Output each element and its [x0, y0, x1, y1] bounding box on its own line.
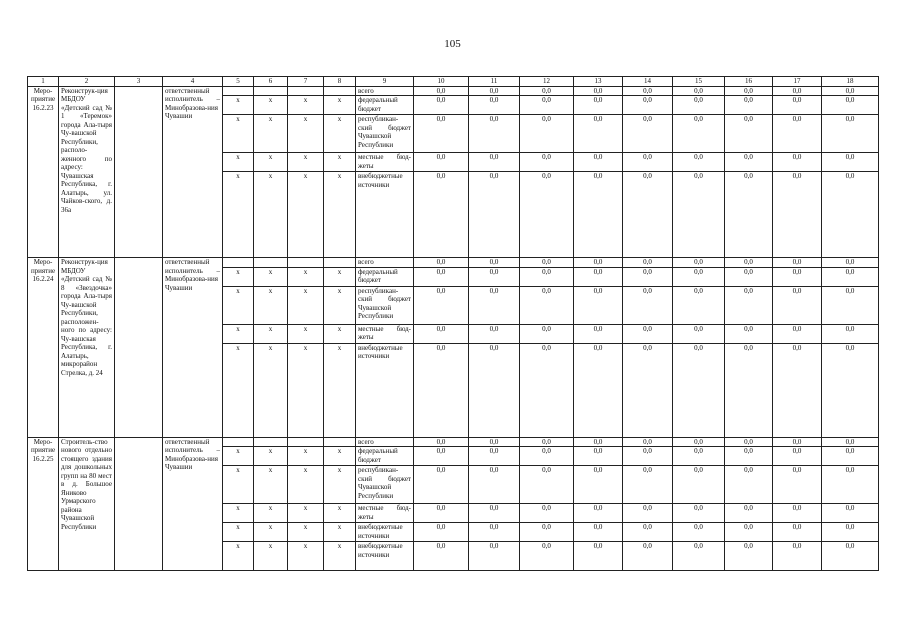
value-cell: 0,0: [673, 286, 725, 324]
value-cell: 0,0: [414, 542, 469, 571]
value-cell: 0,0: [469, 447, 520, 466]
value-cell: 0,0: [773, 324, 822, 343]
value-cell: 0,0: [520, 447, 574, 466]
column-header-5: 5: [223, 77, 254, 87]
value-cell: 0,0: [725, 504, 773, 523]
value-cell: 0,0: [673, 267, 725, 286]
value-cell: 0,0: [773, 504, 822, 523]
value-cell: 0,0: [623, 504, 673, 523]
code-cell: [288, 258, 324, 268]
code-cell: x: [324, 466, 356, 504]
value-cell: 0,0: [773, 153, 822, 172]
value-cell: 0,0: [414, 267, 469, 286]
value-cell: 0,0: [773, 286, 822, 324]
value-cell: 0,0: [773, 542, 822, 571]
funding-source-cell: внебюджетные источники: [356, 343, 414, 437]
column-header-4: 4: [163, 77, 223, 87]
code-cell: x: [288, 96, 324, 115]
code-cell: x: [254, 153, 288, 172]
value-cell: 0,0: [520, 523, 574, 542]
code-cell: [254, 86, 288, 96]
value-cell: 0,0: [520, 115, 574, 153]
value-cell: 0,0: [469, 258, 520, 268]
table-row: [28, 258, 879, 268]
code-cell: x: [254, 324, 288, 343]
value-cell: 0,0: [414, 86, 469, 96]
value-cell: 0,0: [822, 437, 879, 447]
value-cell: 0,0: [574, 324, 623, 343]
value-cell: 0,0: [469, 504, 520, 523]
funding-source-cell: внебюджетные источники: [356, 542, 414, 571]
code-cell: x: [288, 542, 324, 571]
code-cell: x: [223, 96, 254, 115]
code-cell: x: [324, 96, 356, 115]
value-cell: 0,0: [822, 504, 879, 523]
value-cell: 0,0: [574, 86, 623, 96]
code-cell: x: [223, 523, 254, 542]
value-cell: 0,0: [773, 96, 822, 115]
column-header-14: 14: [623, 77, 673, 87]
value-cell: 0,0: [414, 437, 469, 447]
code-cell: x: [254, 96, 288, 115]
code-cell: x: [223, 343, 254, 437]
value-cell: 0,0: [623, 343, 673, 437]
value-cell: 0,0: [725, 437, 773, 447]
program-table: [27, 76, 879, 571]
empty-cell: [115, 258, 163, 438]
code-cell: x: [288, 172, 324, 258]
value-cell: 0,0: [673, 153, 725, 172]
code-cell: [288, 437, 324, 447]
value-cell: 0,0: [623, 447, 673, 466]
table-row: [28, 86, 879, 96]
value-cell: 0,0: [469, 115, 520, 153]
value-cell: 0,0: [673, 437, 725, 447]
value-cell: 0,0: [574, 115, 623, 153]
value-cell: 0,0: [725, 86, 773, 96]
value-cell: 0,0: [520, 153, 574, 172]
code-cell: x: [324, 153, 356, 172]
code-cell: x: [254, 343, 288, 437]
value-cell: 0,0: [520, 267, 574, 286]
value-cell: 0,0: [414, 153, 469, 172]
value-cell: 0,0: [673, 96, 725, 115]
object-description-cell: Реконструк-ция МБДОУ «Детский сад № 1 «Теремок» города Ала-тыря Чу-вашской Республики, располо-женного по адресу: Чувашская Республика, г. Алатырь, ул. Чайков-ского, д. 36а: [59, 86, 115, 258]
code-cell: [254, 437, 288, 447]
code-cell: x: [254, 523, 288, 542]
code-cell: x: [324, 523, 356, 542]
value-cell: 0,0: [469, 343, 520, 437]
value-cell: 0,0: [822, 466, 879, 504]
value-cell: 0,0: [574, 523, 623, 542]
value-cell: 0,0: [773, 343, 822, 437]
code-cell: x: [223, 324, 254, 343]
value-cell: 0,0: [469, 437, 520, 447]
funding-source-cell: всего: [356, 258, 414, 268]
value-cell: 0,0: [574, 267, 623, 286]
value-cell: 0,0: [469, 324, 520, 343]
code-cell: x: [288, 343, 324, 437]
funding-source-cell: федеральный бюджет: [356, 267, 414, 286]
code-cell: x: [254, 115, 288, 153]
value-cell: 0,0: [414, 96, 469, 115]
column-header-9: 9: [356, 77, 414, 87]
value-cell: 0,0: [414, 286, 469, 324]
value-cell: 0,0: [725, 172, 773, 258]
funding-source-cell: местные бюд-жеты: [356, 504, 414, 523]
value-cell: 0,0: [469, 96, 520, 115]
code-cell: x: [324, 324, 356, 343]
value-cell: 0,0: [520, 437, 574, 447]
code-cell: x: [254, 447, 288, 466]
code-cell: [324, 86, 356, 96]
value-cell: 0,0: [623, 523, 673, 542]
value-cell: 0,0: [822, 542, 879, 571]
value-cell: 0,0: [725, 267, 773, 286]
value-cell: 0,0: [623, 96, 673, 115]
value-cell: 0,0: [673, 258, 725, 268]
column-header-10: 10: [414, 77, 469, 87]
value-cell: 0,0: [469, 153, 520, 172]
page-number: 105: [444, 38, 461, 50]
value-cell: 0,0: [773, 447, 822, 466]
value-cell: 0,0: [520, 542, 574, 571]
funding-source-cell: всего: [356, 86, 414, 96]
code-cell: [324, 437, 356, 447]
column-header-8: 8: [324, 77, 356, 87]
value-cell: 0,0: [773, 523, 822, 542]
value-cell: 0,0: [574, 437, 623, 447]
value-cell: 0,0: [469, 523, 520, 542]
value-cell: 0,0: [520, 324, 574, 343]
value-cell: 0,0: [673, 466, 725, 504]
value-cell: 0,0: [725, 466, 773, 504]
value-cell: 0,0: [725, 324, 773, 343]
value-cell: 0,0: [673, 324, 725, 343]
code-cell: x: [324, 542, 356, 571]
value-cell: 0,0: [725, 542, 773, 571]
value-cell: 0,0: [520, 86, 574, 96]
code-cell: x: [223, 466, 254, 504]
column-header-15: 15: [673, 77, 725, 87]
funding-source-cell: всего: [356, 437, 414, 447]
funding-source-cell: внебюджетные источники: [356, 172, 414, 258]
header-row: [28, 77, 879, 87]
code-cell: [223, 86, 254, 96]
value-cell: 0,0: [414, 447, 469, 466]
column-header-2: 2: [59, 77, 115, 87]
value-cell: 0,0: [623, 542, 673, 571]
code-cell: [288, 86, 324, 96]
value-cell: 0,0: [414, 258, 469, 268]
funding-source-cell: федеральный бюджет: [356, 447, 414, 466]
value-cell: 0,0: [469, 267, 520, 286]
code-cell: x: [223, 153, 254, 172]
column-header-3: 3: [115, 77, 163, 87]
value-cell: 0,0: [414, 466, 469, 504]
measure-cell: Меро-приятие 16.2.23: [28, 86, 59, 258]
code-cell: x: [288, 447, 324, 466]
column-header-7: 7: [288, 77, 324, 87]
code-cell: x: [324, 447, 356, 466]
value-cell: 0,0: [414, 523, 469, 542]
value-cell: 0,0: [822, 324, 879, 343]
value-cell: 0,0: [725, 447, 773, 466]
value-cell: 0,0: [822, 523, 879, 542]
value-cell: 0,0: [623, 324, 673, 343]
value-cell: 0,0: [574, 286, 623, 324]
value-cell: 0,0: [725, 115, 773, 153]
code-cell: x: [254, 504, 288, 523]
code-cell: x: [254, 286, 288, 324]
value-cell: 0,0: [574, 447, 623, 466]
code-cell: x: [288, 466, 324, 504]
column-header-11: 11: [469, 77, 520, 87]
value-cell: 0,0: [773, 437, 822, 447]
value-cell: 0,0: [574, 258, 623, 268]
code-cell: x: [288, 504, 324, 523]
value-cell: 0,0: [414, 172, 469, 258]
value-cell: 0,0: [822, 172, 879, 258]
table-row: [28, 437, 879, 447]
value-cell: 0,0: [623, 258, 673, 268]
value-cell: 0,0: [623, 86, 673, 96]
code-cell: x: [223, 447, 254, 466]
value-cell: 0,0: [574, 504, 623, 523]
value-cell: 0,0: [469, 172, 520, 258]
value-cell: 0,0: [574, 466, 623, 504]
empty-cell: [115, 86, 163, 258]
value-cell: 0,0: [623, 267, 673, 286]
value-cell: 0,0: [773, 172, 822, 258]
value-cell: 0,0: [725, 523, 773, 542]
funding-source-cell: местные бюд-жеты: [356, 324, 414, 343]
value-cell: 0,0: [574, 542, 623, 571]
value-cell: 0,0: [673, 86, 725, 96]
value-cell: 0,0: [574, 96, 623, 115]
value-cell: 0,0: [520, 343, 574, 437]
code-cell: x: [288, 115, 324, 153]
executor-cell: ответственный исполнитель – Минобразова-ния Чувашии: [163, 86, 223, 258]
value-cell: 0,0: [574, 153, 623, 172]
code-cell: x: [254, 466, 288, 504]
value-cell: 0,0: [414, 504, 469, 523]
value-cell: 0,0: [725, 153, 773, 172]
value-cell: 0,0: [520, 172, 574, 258]
code-cell: x: [288, 267, 324, 286]
value-cell: 0,0: [773, 466, 822, 504]
executor-cell: ответственный исполнитель – Минобразова-ния Чувашии: [163, 437, 223, 571]
value-cell: 0,0: [574, 343, 623, 437]
column-header-1: 1: [28, 77, 59, 87]
funding-source-cell: федеральный бюджет: [356, 96, 414, 115]
funding-source-cell: внебюджетные источники: [356, 523, 414, 542]
value-cell: 0,0: [673, 115, 725, 153]
value-cell: 0,0: [520, 466, 574, 504]
funding-source-cell: местные бюд-жеты: [356, 153, 414, 172]
code-cell: x: [254, 542, 288, 571]
value-cell: 0,0: [414, 324, 469, 343]
value-cell: 0,0: [673, 523, 725, 542]
code-cell: x: [324, 504, 356, 523]
value-cell: 0,0: [673, 542, 725, 571]
value-cell: 0,0: [520, 258, 574, 268]
value-cell: 0,0: [469, 542, 520, 571]
value-cell: 0,0: [414, 343, 469, 437]
code-cell: x: [324, 115, 356, 153]
value-cell: 0,0: [673, 447, 725, 466]
column-header-16: 16: [725, 77, 773, 87]
value-cell: 0,0: [822, 267, 879, 286]
measure-cell: Меро-приятие 16.2.24: [28, 258, 59, 438]
code-cell: x: [288, 523, 324, 542]
column-header-13: 13: [574, 77, 623, 87]
value-cell: 0,0: [773, 267, 822, 286]
value-cell: 0,0: [822, 343, 879, 437]
code-cell: x: [223, 267, 254, 286]
value-cell: 0,0: [623, 172, 673, 258]
value-cell: 0,0: [414, 115, 469, 153]
value-cell: 0,0: [725, 258, 773, 268]
value-cell: 0,0: [623, 115, 673, 153]
code-cell: x: [223, 172, 254, 258]
executor-cell: ответственный исполнитель – Минобразова-ния Чувашии: [163, 258, 223, 438]
value-cell: 0,0: [725, 343, 773, 437]
value-cell: 0,0: [469, 466, 520, 504]
code-cell: x: [288, 286, 324, 324]
code-cell: x: [288, 153, 324, 172]
funding-source-cell: республикан-ский бюджет Чувашской Республики: [356, 286, 414, 324]
code-cell: x: [223, 542, 254, 571]
value-cell: 0,0: [822, 153, 879, 172]
column-header-6: 6: [254, 77, 288, 87]
code-cell: [254, 258, 288, 268]
value-cell: 0,0: [822, 115, 879, 153]
funding-source-cell: республикан-ский бюджет Чувашской Республики: [356, 466, 414, 504]
value-cell: 0,0: [673, 343, 725, 437]
value-cell: 0,0: [520, 504, 574, 523]
value-cell: 0,0: [520, 96, 574, 115]
code-cell: x: [223, 115, 254, 153]
code-cell: x: [254, 172, 288, 258]
value-cell: 0,0: [822, 96, 879, 115]
value-cell: 0,0: [623, 286, 673, 324]
value-cell: 0,0: [725, 96, 773, 115]
value-cell: 0,0: [520, 286, 574, 324]
value-cell: 0,0: [673, 504, 725, 523]
column-header-12: 12: [520, 77, 574, 87]
value-cell: 0,0: [623, 437, 673, 447]
value-cell: 0,0: [469, 286, 520, 324]
measure-cell: Меро-приятие 16.2.25: [28, 437, 59, 571]
value-cell: 0,0: [673, 172, 725, 258]
code-cell: x: [288, 324, 324, 343]
empty-cell: [115, 437, 163, 571]
value-cell: 0,0: [623, 153, 673, 172]
value-cell: 0,0: [773, 86, 822, 96]
column-header-18: 18: [822, 77, 879, 87]
code-cell: x: [223, 286, 254, 324]
code-cell: [223, 437, 254, 447]
code-cell: x: [324, 267, 356, 286]
code-cell: [324, 258, 356, 268]
object-description-cell: Строитель-ство нового отдельно стоящего здания для дошкольных групп на 80 мест в д. Большое Яниково Урмарского района Чувашской Республики: [59, 437, 115, 571]
code-cell: x: [324, 172, 356, 258]
code-cell: x: [324, 286, 356, 324]
code-cell: x: [324, 343, 356, 437]
code-cell: x: [223, 504, 254, 523]
code-cell: x: [254, 267, 288, 286]
object-description-cell: Реконструк-ция МБДОУ «Детский сад № 8 «Звездочка» города Ала-тыря Чу-вашской Республики, расположен-ного по адресу: Чу-вашская Республика, г. Алатырь, микрорайон Стрелка, д. 24: [59, 258, 115, 438]
funding-source-cell: республикан-ский бюджет Чувашской Республики: [356, 115, 414, 153]
value-cell: 0,0: [773, 258, 822, 268]
value-cell: 0,0: [773, 115, 822, 153]
value-cell: 0,0: [822, 447, 879, 466]
value-cell: 0,0: [574, 172, 623, 258]
value-cell: 0,0: [822, 258, 879, 268]
value-cell: 0,0: [623, 466, 673, 504]
value-cell: 0,0: [469, 86, 520, 96]
value-cell: 0,0: [822, 86, 879, 96]
column-header-17: 17: [773, 77, 822, 87]
value-cell: 0,0: [725, 286, 773, 324]
value-cell: 0,0: [822, 286, 879, 324]
code-cell: [223, 258, 254, 268]
